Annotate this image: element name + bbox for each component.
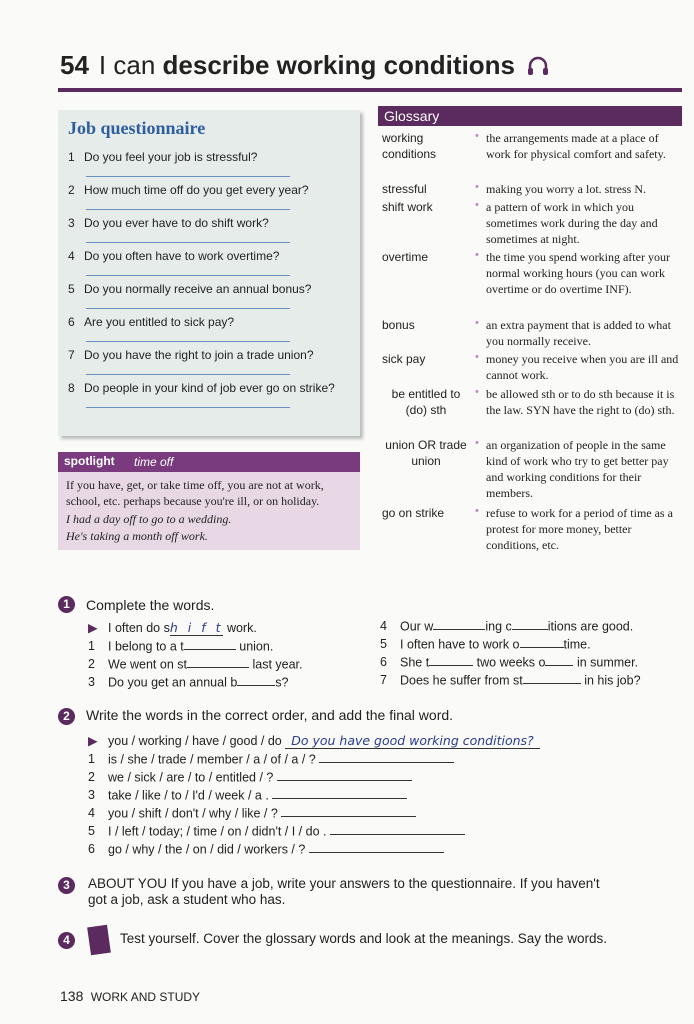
glossary-definition: refuse to work for a period of time as a protest for more money, better conditions, etc. — [486, 506, 673, 552]
bullet-icon: • — [475, 317, 479, 329]
answer-line-3[interactable] — [86, 242, 290, 243]
bullet-icon: • — [475, 437, 479, 449]
answer-line[interactable] — [281, 805, 416, 817]
glossary-term: sick pay — [382, 352, 426, 366]
question-5: 5 Do you normally receive an annual bonus? — [68, 282, 312, 296]
exercise-1-item: 7 Does he suffer from st in his job? — [380, 673, 641, 688]
fill-blank[interactable] — [545, 654, 573, 666]
glossary-term: go on strike — [382, 506, 445, 520]
title-bold: describe working conditions — [162, 50, 516, 80]
answer-line-7[interactable] — [86, 374, 290, 375]
fill-blank[interactable] — [237, 674, 275, 686]
exercise-2-item: 1 is / she / trade / member / a / of / a / ? — [88, 751, 454, 766]
page-footer — [60, 988, 200, 1004]
spotlight-tag: spotlight — [64, 454, 115, 468]
fill-blank[interactable] — [433, 618, 485, 630]
glossary-definition: be allowed sth or to do sth because it is the law. SYN have the right to (do) sth. — [486, 387, 675, 417]
spotlight-line-2: school, etc. perhaps because you're ill, or on holiday. — [66, 494, 320, 508]
exercise-1-item: 6 She t two weeks o in summer. — [380, 655, 639, 670]
exercise-2-example: ▶ you / working / have / good / do Do you have good working conditions? — [88, 733, 540, 748]
glossary-definition: money you receive when you are ill and cannot work. — [486, 352, 679, 382]
glossary-term: stressful — [382, 182, 427, 196]
glossary-header — [378, 106, 682, 126]
exercise-2-item: 3 take / like / to / I'd / week / a . — [88, 787, 407, 802]
fill-blank[interactable] — [187, 656, 249, 668]
answer-line[interactable] — [330, 823, 465, 835]
glossary-term: bonus — [382, 318, 415, 332]
question-8: 8 Do people in your kind of job ever go on strike? — [68, 381, 335, 395]
answer-line-8[interactable] — [86, 407, 290, 408]
exercise-2-item: 2 we / sick / are / to / entitled / ? — [88, 769, 412, 784]
glossary-term: union OR trade union — [385, 438, 467, 468]
answer-line-1[interactable] — [86, 176, 290, 177]
spotlight-example-2: He's taking a month off work. — [66, 529, 208, 543]
exercise-2-instruction: Write the words in the correct order, and add the final word. — [86, 707, 454, 723]
exercise-1-instruction: Complete the words. — [86, 597, 215, 613]
glossary-definition: a pattern of work in which you sometimes work during the day and sometimes at night. — [486, 200, 658, 246]
fill-blank[interactable] — [520, 636, 564, 648]
answer-line[interactable] — [309, 841, 444, 853]
answer-line[interactable] — [277, 769, 412, 781]
glossary-definition: making you worry a lot. stress N. — [486, 182, 646, 196]
exercise-3-instruction-cont: got a job, ask a student who has. — [88, 892, 286, 907]
exercise-1-example: ▶ I often do sh i f t work. — [88, 620, 257, 635]
question-6: 6 Are you entitled to sick pay? — [68, 315, 235, 329]
glossary-term: shift work — [382, 200, 433, 214]
glossary-definition: an organization of people in the same kind of work who try to get better pay and working conditions for their members. — [486, 438, 669, 500]
bullet-icon: • — [475, 386, 479, 398]
play-arrow-icon: ▶ — [88, 734, 98, 748]
header-rule — [58, 88, 682, 92]
cover-card-icon — [87, 925, 111, 956]
fill-blank[interactable] — [523, 672, 581, 684]
bullet-icon: • — [475, 199, 479, 211]
exercise-1-item: 5 I often have to work o time. — [380, 637, 591, 652]
headphones-icon — [526, 56, 550, 76]
answer-line-4[interactable] — [86, 275, 290, 276]
exercise-1-item: 4 Our w ing c itions are good. — [380, 619, 634, 634]
exercise-2-item: 6 go / why / the / on / did / workers / ? — [88, 841, 444, 856]
title-plain: I can — [98, 50, 163, 80]
page-number: 138 — [60, 988, 84, 1004]
questionnaire-title: Job questionnaire — [68, 118, 206, 138]
question-2: 2 How much time off do you get every year? — [68, 183, 309, 197]
fill-blank[interactable] — [512, 618, 548, 630]
glossary-term: working conditions — [382, 131, 437, 161]
glossary-definition: the time you spend working after your normal working hours (you can work overtime or do overtime INF). — [486, 250, 670, 296]
bullet-icon: • — [475, 181, 479, 193]
exercise-3-number: 3 — [58, 877, 75, 894]
exercise-1-item: 2 We went on st last year. — [88, 657, 303, 672]
spotlight-title: time off — [134, 455, 174, 469]
glossary-title: Glossary — [384, 108, 440, 124]
answer-line[interactable] — [319, 751, 454, 763]
fill-blank[interactable] — [429, 654, 473, 666]
spotlight-box — [58, 452, 360, 550]
section-name: WORK AND STUDY — [90, 990, 201, 1004]
exercise-4-instruction: Test yourself. Cover the glossary words and look at the meanings. Say the words. — [120, 931, 607, 946]
question-4: 4 Do you often have to work overtime? — [68, 249, 280, 263]
question-7: 7 Do you have the right to join a trade union? — [68, 348, 314, 362]
handwritten-answer: Do you have good working conditions? — [285, 733, 539, 749]
answer-line-6[interactable] — [86, 341, 290, 342]
job-questionnaire — [58, 110, 360, 436]
exercise-2-item: 4 you / shift / don't / why / like / ? — [88, 805, 416, 820]
bullet-icon: • — [475, 249, 479, 261]
exercise-1-number: 1 — [58, 596, 75, 613]
exercise-4-number: 4 — [58, 932, 75, 949]
bullet-icon: • — [475, 130, 479, 142]
bullet-icon: • — [475, 351, 479, 363]
handwritten-answer: h i f t — [169, 620, 224, 635]
spotlight-header — [58, 452, 360, 472]
glossary-term: be entitled to (do) sth — [391, 387, 461, 417]
bullet-icon: • — [475, 505, 479, 517]
question-1: 1 Do you feel your job is stressful? — [68, 150, 258, 164]
glossary-term: overtime — [382, 250, 429, 264]
exercise-2-item: 5 I / left / today; / time / on / didn't / I / do . — [88, 823, 465, 838]
fill-blank[interactable] — [184, 638, 236, 650]
glossary-definition: the arrangements made at a place of work for physical comfort and safety. — [486, 131, 666, 161]
answer-line-5[interactable] — [86, 308, 290, 309]
exercise-3-instruction: ABOUT YOU If you have a job, write your answers to the questionnaire. If you haven't — [88, 876, 600, 891]
spotlight-line-1: If you have, get, or take time off, you are not at work, — [66, 478, 324, 492]
answer-line-2[interactable] — [86, 209, 290, 210]
spotlight-example-1: I had a day off to go to a wedding. — [66, 512, 232, 526]
exercise-1-item: 1 I belong to a t union. — [88, 639, 274, 654]
exercise-1-item: 3 Do you get an annual b s? — [88, 675, 289, 690]
page-title — [60, 50, 550, 81]
question-3: 3 Do you ever have to do shift work? — [68, 216, 269, 230]
answer-line[interactable] — [272, 787, 407, 799]
unit-number: 54 — [60, 50, 89, 80]
play-arrow-icon: ▶ — [88, 621, 98, 635]
glossary-definition: an extra payment that is added to what you normally receive. — [486, 318, 671, 348]
exercise-2-number: 2 — [58, 708, 75, 725]
